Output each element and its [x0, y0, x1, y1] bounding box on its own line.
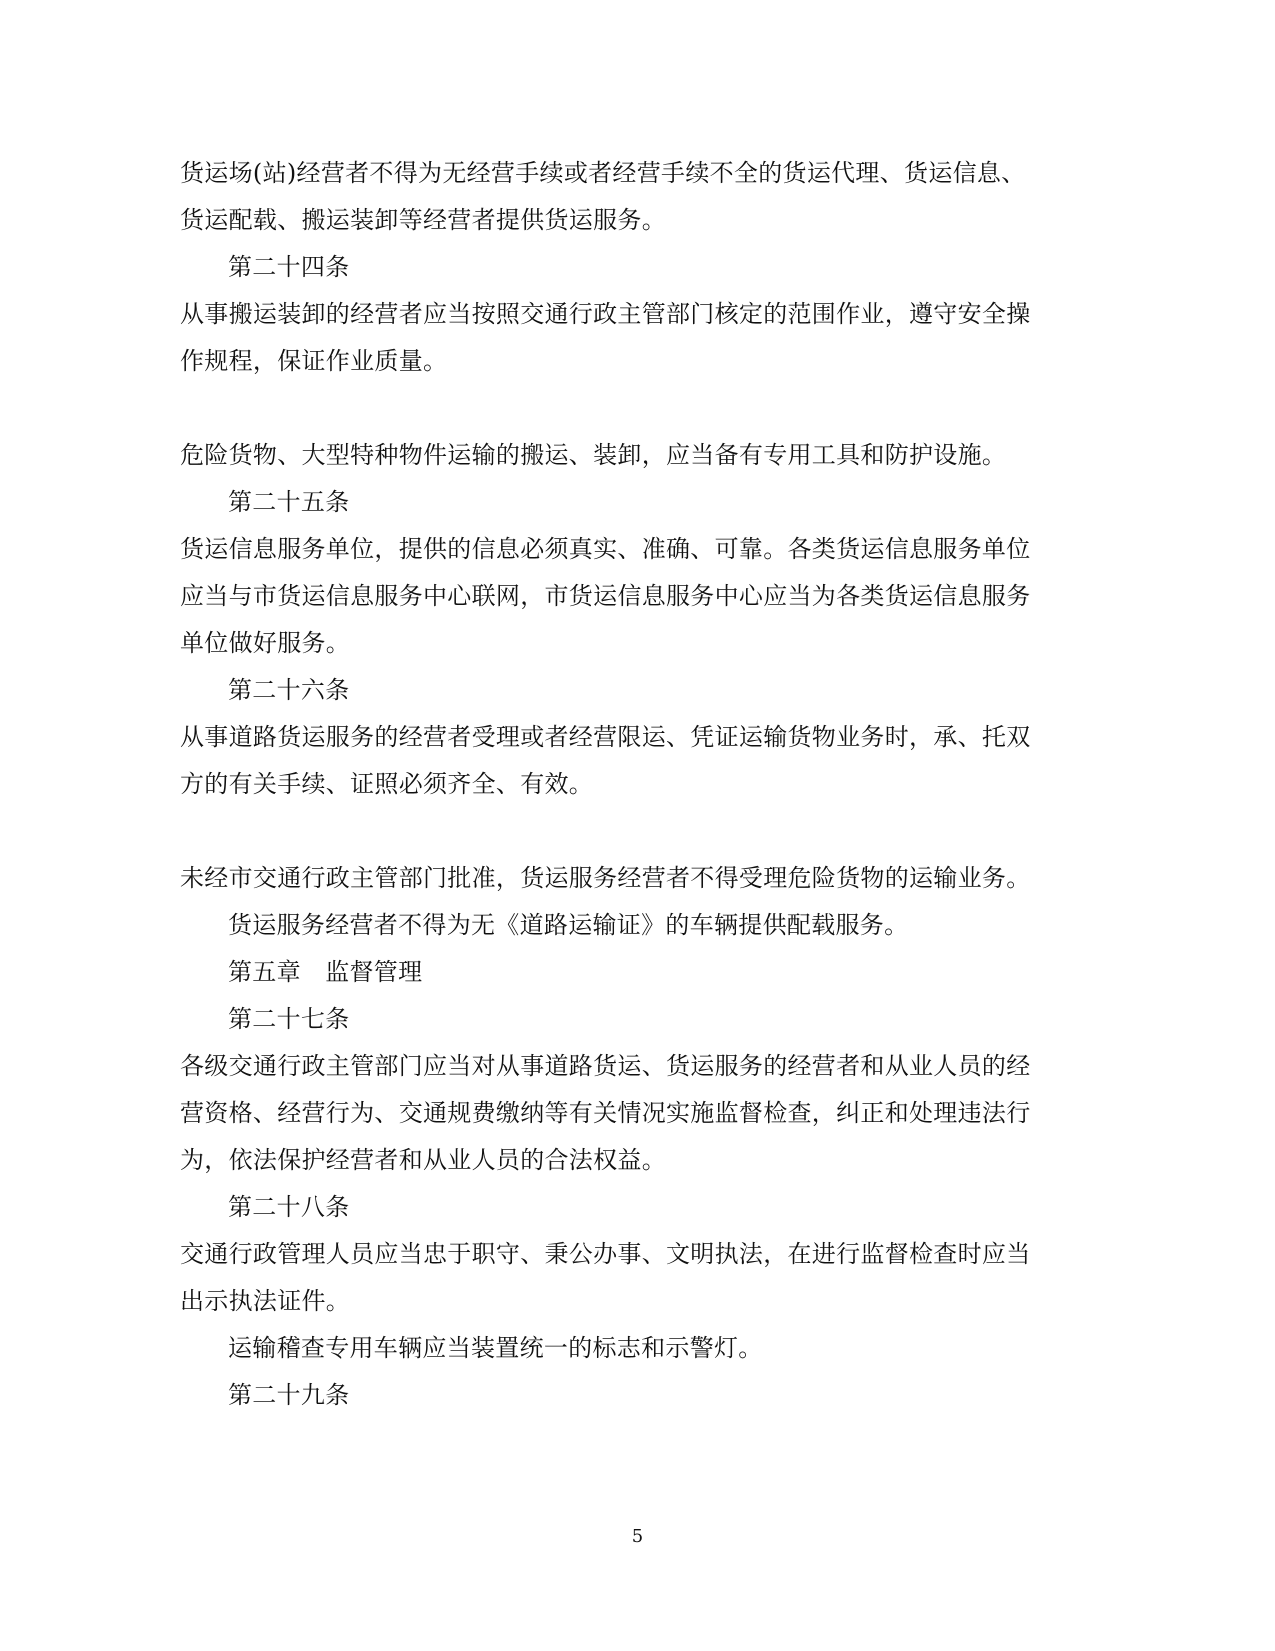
paragraph-line: 应当与市货运信息服务中心联网，市货运信息服务中心应当为各类货运信息服务	[180, 582, 1031, 610]
document-body	[180, 150, 1060, 1419]
paragraph-line: 货运配载、搬运装卸等经营者提供货运服务。	[180, 206, 666, 234]
paragraph-gap	[180, 385, 1060, 432]
paragraph-line: 各级交通行政主管部门应当对从事道路货运、货运服务的经营者和从业人员的经	[180, 1052, 1031, 1080]
article-heading: 第二十四条	[228, 253, 350, 281]
paragraph-line: 作规程，保证作业质量。	[180, 347, 448, 375]
paragraph-line: 货运服务经营者不得为无《道路运输证》的车辆提供配载服务。	[228, 911, 909, 939]
paragraph-line: 方的有关手续、证照必须齐全、有效。	[180, 770, 594, 798]
paragraph-gap	[180, 808, 1060, 855]
paragraph-line: 从事搬运装卸的经营者应当按照交通行政主管部门核定的范围作业，遵守安全操	[180, 300, 1031, 328]
paragraph-line: 货运场(站)经营者不得为无经营手续或者经营手续不全的货运代理、货运信息、	[180, 159, 1026, 187]
paragraph-line: 未经市交通行政主管部门批准，货运服务经营者不得受理危险货物的运输业务。	[180, 864, 1031, 892]
article-heading: 第二十七条	[228, 1005, 350, 1033]
paragraph-line: 营资格、经营行为、交通规费缴纳等有关情况实施监督检查，纠正和处理违法行	[180, 1099, 1031, 1127]
paragraph-line: 货运信息服务单位，提供的信息必须真实、准确、可靠。各类货运信息服务单位	[180, 535, 1031, 563]
page-number: 5	[631, 1526, 644, 1547]
chapter-heading: 第五章 监督管理	[228, 958, 423, 986]
paragraph-line: 出示执法证件。	[180, 1287, 351, 1315]
paragraph-line: 单位做好服务。	[180, 629, 351, 657]
paragraph-line: 从事道路货运服务的经营者受理或者经营限运、凭证运输货物业务时，承、托双	[180, 723, 1031, 751]
paragraph-line: 危险货物、大型特种物件运输的搬运、装卸，应当备有专用工具和防护设施。	[180, 441, 1007, 469]
paragraph-line: 为，依法保护经营者和从业人员的合法权益。	[180, 1146, 666, 1174]
article-heading: 第二十九条	[228, 1381, 350, 1409]
article-heading: 第二十五条	[228, 488, 350, 516]
paragraph-line: 交通行政管理人员应当忠于职守、秉公办事、文明执法，在进行监督检查时应当	[180, 1240, 1031, 1268]
paragraph-line: 运输稽查专用车辆应当装置统一的标志和示警灯。	[228, 1334, 763, 1362]
article-heading: 第二十八条	[228, 1193, 350, 1221]
article-heading: 第二十六条	[228, 676, 350, 704]
